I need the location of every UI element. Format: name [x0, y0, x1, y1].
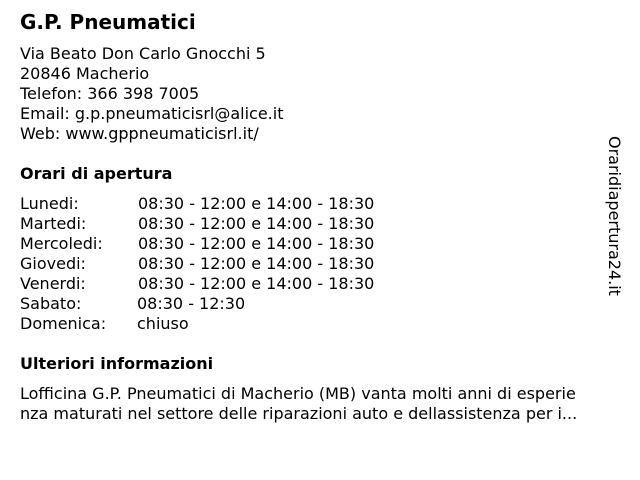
hours-row-friday — [20, 274, 440, 294]
time-value: 08:30 - 12:00 e 14:00 - 18:30 — [138, 254, 375, 273]
phone-number[interactable]: Telefon: 366 398 7005 — [20, 84, 200, 103]
address-city: 20846 Macherio — [20, 64, 150, 83]
description-line: Lofficina G.P. Pneumatici di Macherio (MB) vanta molti anni di esperie — [20, 384, 576, 403]
hours-row-tuesday — [20, 214, 440, 234]
day-label: Mercoledi: — [20, 234, 103, 253]
time-value: 08:30 - 12:00 e 14:00 - 18:30 — [138, 214, 375, 233]
contact-block — [20, 44, 283, 144]
time-value: 08:30 - 12:00 e 14:00 - 18:30 — [138, 234, 375, 253]
day-label: Domenica: — [20, 314, 107, 333]
day-label: Venerdi: — [20, 274, 86, 293]
email-address[interactable]: Email: g.p.pneumaticisrl@alice.it — [20, 104, 284, 123]
time-value: 08:30 - 12:00 e 14:00 - 18:30 — [138, 274, 375, 293]
description-line: nza maturati nel settore delle riparazioni auto e dellassistenza per i... — [20, 404, 578, 423]
hours-row-wednesday — [20, 234, 440, 254]
opening-hours-table — [20, 194, 440, 334]
business-description — [20, 384, 630, 424]
website-link[interactable]: Web: www.gppneumaticisrl.it/ — [20, 124, 259, 143]
time-value: 08:30 - 12:30 — [137, 294, 246, 313]
day-label: Lunedi: — [20, 194, 79, 213]
time-value: 08:30 - 12:00 e 14:00 - 18:30 — [138, 194, 375, 213]
time-value: chiuso — [137, 314, 189, 333]
address-street: Via Beato Don Carlo Gnocchi 5 — [20, 44, 266, 63]
hours-row-saturday — [20, 294, 440, 314]
day-label: Sabato: — [20, 294, 82, 313]
business-name: G.P. Pneumatici — [20, 10, 196, 34]
hours-row-monday — [20, 194, 440, 214]
hours-row-sunday — [20, 314, 440, 334]
day-label: Martedi: — [20, 214, 87, 233]
day-label: Giovedi: — [20, 254, 86, 273]
site-watermark: Oraridiapertura24.it — [605, 136, 624, 296]
hours-row-thursday — [20, 254, 440, 274]
more-info-heading: Ulteriori informazioni — [20, 354, 214, 373]
opening-hours-heading: Orari di apertura — [20, 164, 173, 183]
